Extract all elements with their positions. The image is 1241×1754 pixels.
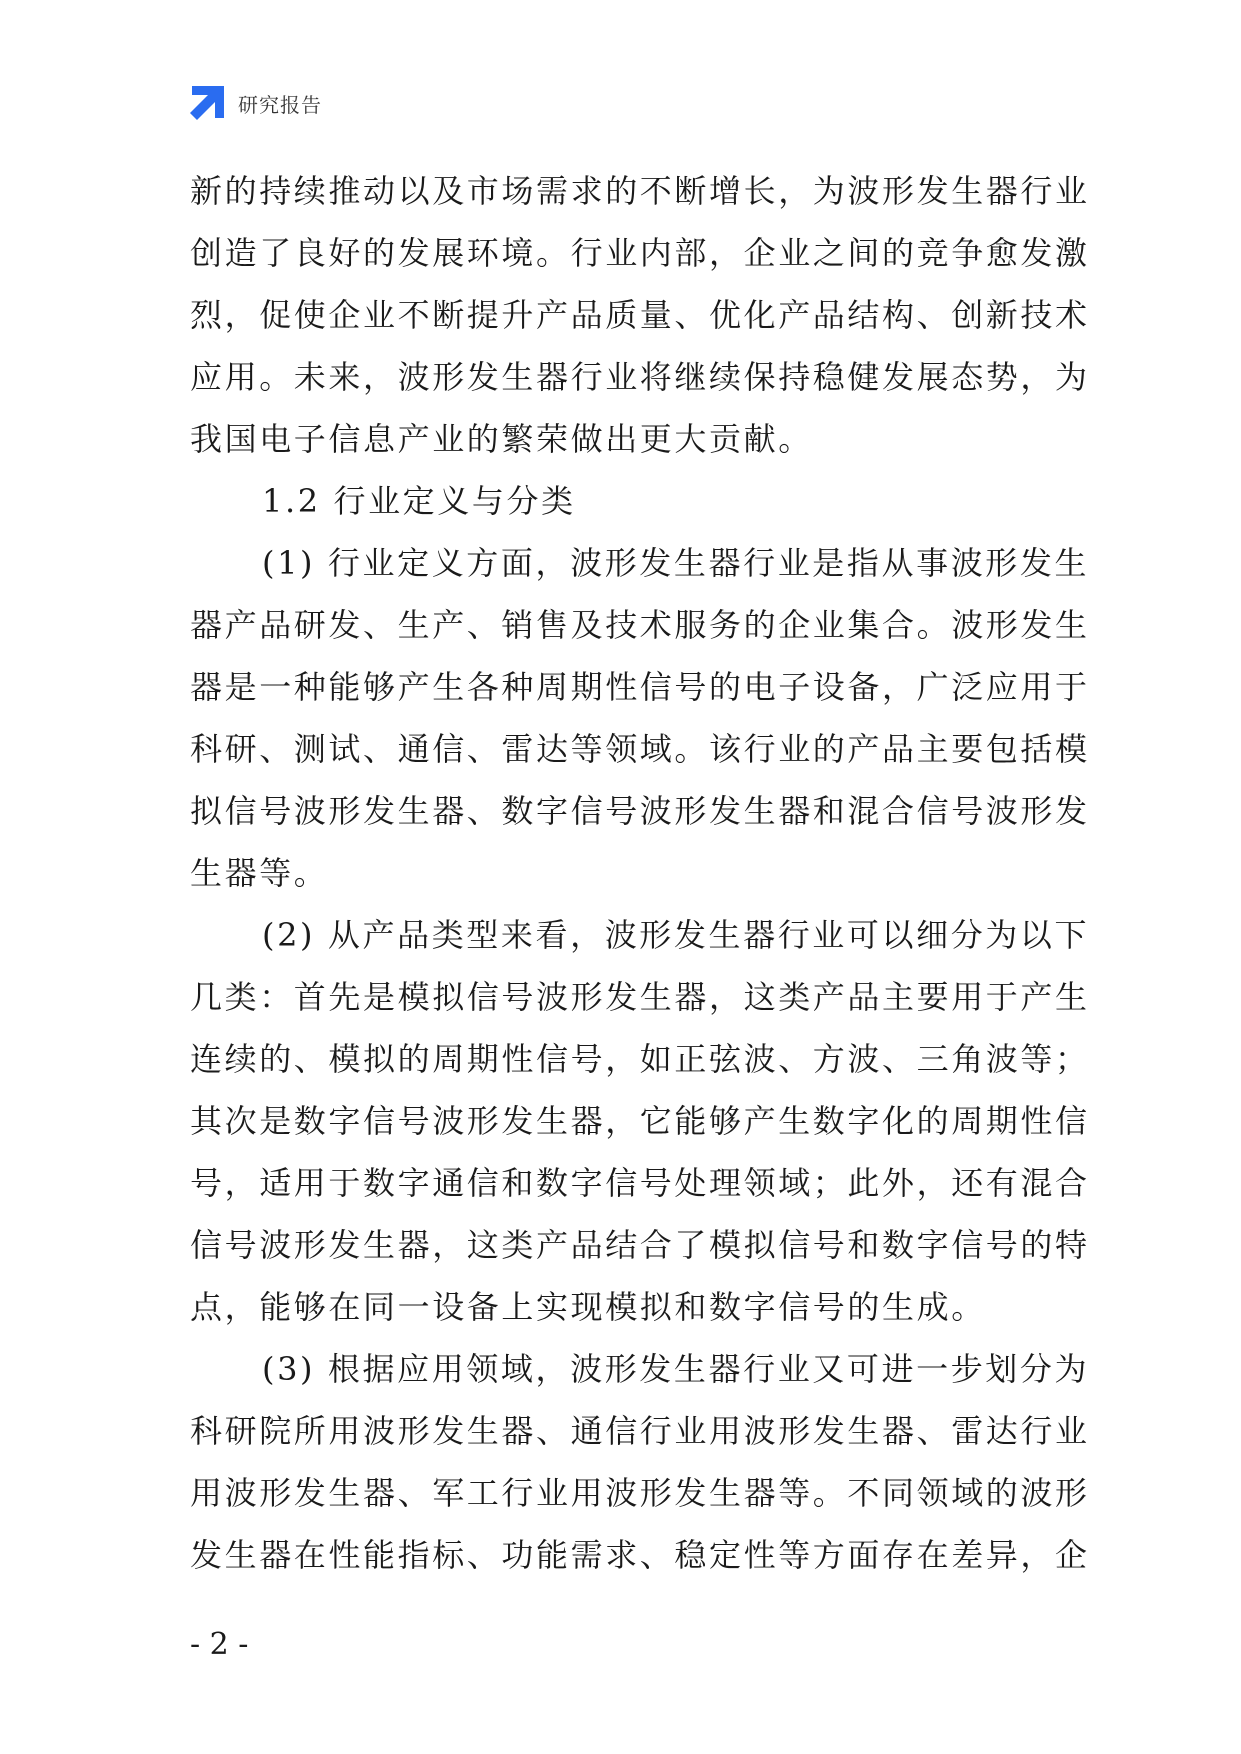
text-line: 发生器在性能指标、功能需求、稳定性等方面存在差异，企 — [190, 1536, 1090, 1574]
page-number: - 2 - — [190, 1627, 249, 1662]
document-body — [190, 160, 1090, 1586]
text-line: (2) 从产品类型来看，波形发生器行业可以细分为以下 — [262, 916, 1090, 954]
text-line: (3) 根据应用领域，波形发生器行业又可进一步划分为 — [262, 1350, 1090, 1388]
text-line: 创造了良好的发展环境。行业内部，企业之间的竞争愈发激 — [190, 234, 1090, 272]
text-line: 连续的、模拟的周期性信号，如正弦波、方波、三角波等； — [190, 1040, 1090, 1078]
section-heading: 1.2 行业定义与分类 — [262, 482, 576, 520]
text-line: 生器等。 — [190, 854, 329, 892]
text-line: 器产品研发、生产、销售及技术服务的企业集合。波形发生 — [190, 606, 1090, 644]
arrow-logo-icon — [190, 86, 224, 120]
text-line: 拟信号波形发生器、数字信号波形发生器和混合信号波形发 — [190, 792, 1090, 830]
text-line: 用波形发生器、军工行业用波形发生器等。不同领域的波形 — [190, 1474, 1090, 1512]
text-line: (1) 行业定义方面，波形发生器行业是指从事波形发生 — [262, 544, 1090, 582]
text-line: 新的持续推动以及市场需求的不断增长，为波形发生器行业 — [190, 172, 1090, 210]
text-line: 几类：首先是模拟信号波形发生器，这类产品主要用于产生 — [190, 978, 1090, 1016]
page-header — [190, 86, 322, 120]
text-line: 信号波形发生器，这类产品结合了模拟信号和数字信号的特 — [190, 1226, 1090, 1264]
text-line: 烈，促使企业不断提升产品质量、优化产品结构、创新技术 — [190, 296, 1090, 334]
text-line: 点，能够在同一设备上实现模拟和数字信号的生成。 — [190, 1288, 986, 1326]
text-line: 我国电子信息产业的繁荣做出更大贡献。 — [190, 420, 813, 458]
text-line: 科研、测试、通信、雷达等领域。该行业的产品主要包括模 — [190, 730, 1090, 768]
text-line: 科研院所用波形发生器、通信行业用波形发生器、雷达行业 — [190, 1412, 1090, 1450]
text-line: 器是一种能够产生各种周期性信号的电子设备，广泛应用于 — [190, 668, 1090, 706]
text-line: 应用。未来，波形发生器行业将继续保持稳健发展态势，为 — [190, 358, 1090, 396]
text-line: 其次是数字信号波形发生器，它能够产生数字化的周期性信 — [190, 1102, 1090, 1140]
text-line: 号，适用于数字通信和数字信号处理领域；此外，还有混合 — [190, 1164, 1090, 1202]
header-title: 研究报告 — [238, 92, 322, 117]
